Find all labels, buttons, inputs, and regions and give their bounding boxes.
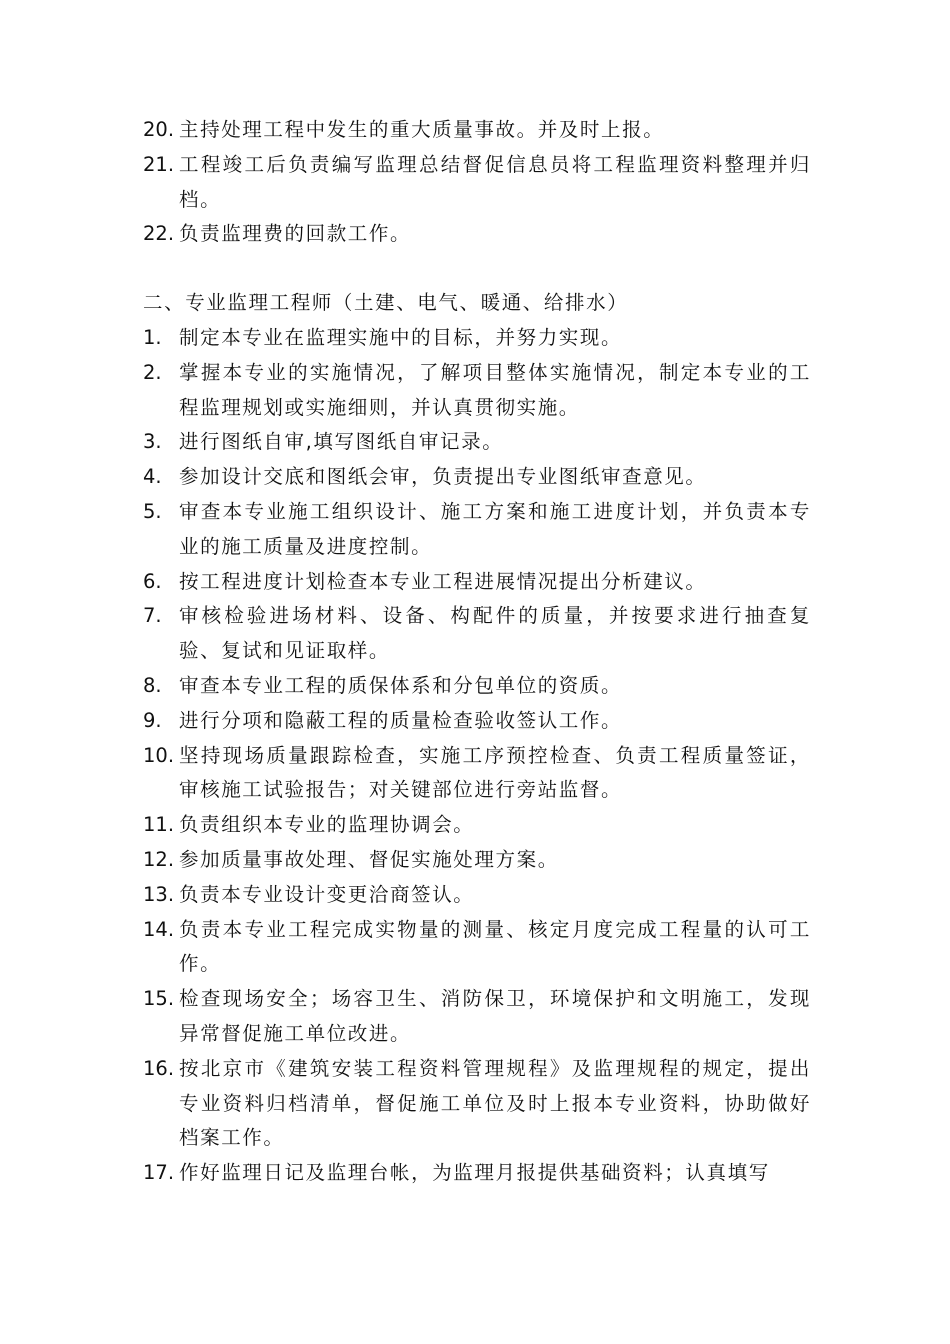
list-item [143,217,811,252]
list-item-number: 17. [143,1161,175,1185]
list-item-number: 3. [143,430,162,454]
list-item [143,843,811,878]
list-item-text: 审查本专业工程的质保体系和分包单位的资质。 [179,673,623,697]
list-item-text: 进行分项和隐蔽工程的质量检查验收签认工作。 [179,708,623,732]
list-item-text: 制定本专业在监理实施中的目标，并努力实现。 [179,325,623,349]
list-item-number: 14. [143,917,175,941]
list-item-text: 审查本专业施工组织设计、施工方案和施工进度计划，并负责本专业的施工质量及进度控制。 [179,499,811,558]
list-item [143,425,811,460]
list-item-text: 按工程进度计划检查本专业工程进展情况提出分析建议。 [179,569,707,593]
list-item-number: 4. [143,465,162,489]
list-item [143,565,811,600]
list-section-2 [143,321,811,1191]
list-item-number: 11. [143,813,175,837]
list-item-text: 审核检验进场材料、设备、构配件的质量，并按要求进行抽查复验、复试和见证取样。 [179,604,811,663]
list-item-text: 负责监理费的回款工作。 [179,222,412,246]
list-item-text: 进行图纸自审,填写图纸自审记录。 [179,430,504,454]
list-item-text: 坚持现场质量跟踪检查，实施工序预控检查、负责工程质量签证，审核施工试验报告；对关键部位进行旁站监督。 [179,743,811,802]
list-item-number: 13. [143,882,175,906]
list-item [143,148,811,218]
list-item-number: 6. [143,569,162,593]
list-item [143,460,811,495]
list-item [143,356,811,426]
list-item [143,113,811,148]
list-item [143,495,811,565]
list-item-text: 主持处理工程中发生的重大质量事故。并及时上报。 [179,118,665,141]
document-body [143,113,811,1191]
list-item-number: 15. [143,987,175,1011]
list-item-number: 8. [143,673,162,697]
list-item-text: 作好监理日记及监理台帐，为监理月报提供基础资料；认真填写 [179,1161,770,1185]
list-item-text: 参加设计交底和图纸会审，负责提出专业图纸审查意见。 [179,465,707,489]
list-item-number: 21. [143,152,175,176]
list-item-number: 12. [143,847,175,871]
list-item [143,669,811,704]
list-item-number: 16. [143,1056,175,1080]
list-item [143,1156,811,1191]
list-item-text: 掌握本专业的实施情况，了解项目整体实施情况，制定本专业的工程监理规划或实施细则，并认真贯彻实施。 [179,360,811,419]
list-item-number: 5. [143,499,162,523]
list-item-number: 9. [143,708,162,732]
list-item [143,599,811,669]
list-item-text: 工程竣工后负责编写监理总结督促信息员将工程监理资料整理并归档。 [179,152,811,211]
list-item [143,878,811,913]
list-item-text: 按北京市《建筑安装工程资料管理规程》及监理规程的规定，提出专业资料归档清单，督促施工单位及时上报本专业资料，协助做好档案工作。 [179,1056,811,1150]
list-item-number: 10. [143,743,175,767]
list-item-text: 负责本专业工程完成实物量的测量、核定月度完成工程量的认可工作。 [179,917,811,976]
list-item [143,913,811,983]
list-item [143,982,811,1052]
section-heading: 二、专业监理工程师（土建、电气、暖通、给排水） [143,291,629,315]
list-item-number: 22. [143,222,175,246]
list-item-number: 7. [143,604,162,628]
list-item [143,321,811,356]
list-item [143,1052,811,1156]
list-item-text: 检查现场安全；场容卫生、消防保卫，环境保护和文明施工，发现异常督促施工单位改进。 [179,987,811,1045]
list-item-text: 负责组织本专业的监理协调会。 [179,813,475,837]
list-item-number: 20. [143,118,175,141]
list-item [143,808,811,843]
list-section-1 [143,113,811,252]
list-item [143,739,811,809]
list-item [143,704,811,739]
list-item-number: 1. [143,325,162,349]
list-item-text: 负责本专业设计变更洽商签认。 [179,882,475,906]
list-item-number: 2. [143,360,162,384]
list-item-text: 参加质量事故处理、督促实施处理方案。 [179,847,559,871]
